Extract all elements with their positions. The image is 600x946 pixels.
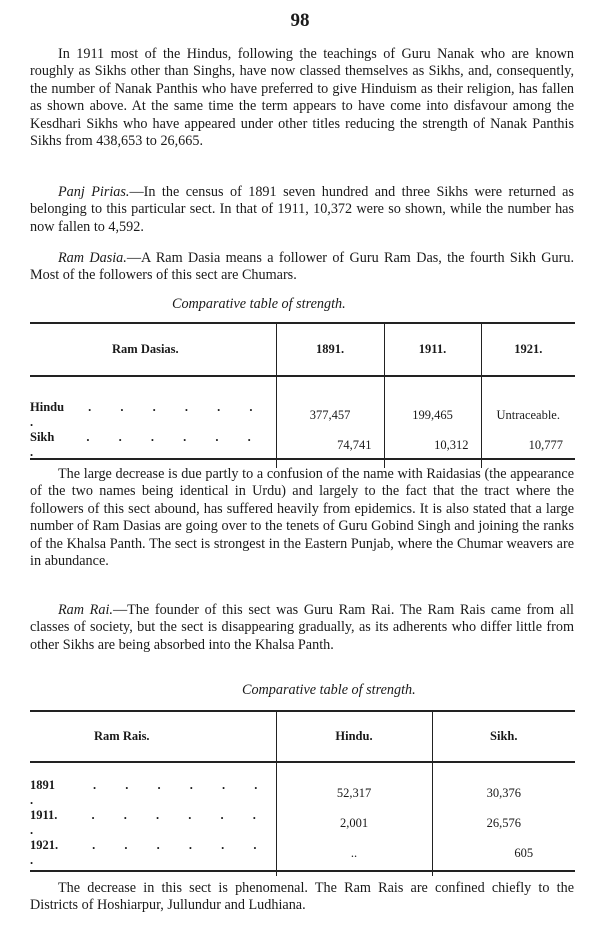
paragraph-decrease-reasons: The large decrease is due partly to a confusion of the name with Raidasias (the appearance of the two names being identical in Urdu) and largely to the fact that the tract where the followers of this sect abound, has suffered heavily from epidemics. It is also stated that a large number of Ram Dasias are going over to the tenets of Guru Gobind Singh and joining the ranks of the Khalsa Panth. The sect is strongest in the Eastern Punjab, where the Chumar weavers are in abundance. xyxy=(30,466,574,570)
table-row xyxy=(30,400,575,430)
section-heading-panj-pirias: Panj Pirias. xyxy=(58,184,130,200)
paragraph-ram-rai xyxy=(30,602,574,654)
section-heading-ram-rai: Ram Rai. xyxy=(58,602,113,618)
table1-caption: Comparative table of strength. xyxy=(172,296,346,312)
row-label: 1911. xyxy=(30,808,58,822)
row-label: 1891 xyxy=(30,778,55,792)
section-heading-ram-dasia: Ram Dasia. xyxy=(58,250,127,266)
table1-header-1891: 1891. xyxy=(276,324,384,376)
table-row xyxy=(30,778,575,808)
table1-header-1911: 1911. xyxy=(384,324,481,376)
leader-dots: . . . . . . . xyxy=(30,430,264,459)
table1-bottom-rule xyxy=(30,458,575,460)
cell-1891: 74,741 xyxy=(276,430,384,460)
cell-1911: 199,465 xyxy=(384,400,481,430)
row-label: Hindu xyxy=(30,400,65,414)
table-row xyxy=(30,808,575,838)
cell-sikh: 26,576 xyxy=(432,808,575,838)
leader-dots: . . . . . . . xyxy=(30,808,269,837)
table2-bottom-rule xyxy=(30,870,575,872)
paragraph-nanak-panthis: In 1911 most of the Hindus, following the teachings of Guru Nanak who are known roughly as Sikhs other than Singhs, have now classed themselves as Sikhs, and, consequently, the number of Nanak Panthis who have preferred to give Hinduism as their religion, has fallen as shown above. At the same time the term appears to have come into disfavour among the Kesdhari Sikhs who have appeared under other titles reducing the strength of Nanak Panthis Sikhs from 438,653 to 26,665. xyxy=(30,46,574,150)
row-label: Sikh xyxy=(30,430,55,444)
table-row xyxy=(30,838,575,868)
table1-header-1921: 1921. xyxy=(481,324,575,376)
cell-1911: 10,312 xyxy=(384,430,481,460)
table2-caption: Comparative table of strength. xyxy=(242,682,416,698)
cell-hindu: .. xyxy=(276,838,432,868)
cell-sikh: 30,376 xyxy=(432,778,575,808)
table-row xyxy=(30,430,575,460)
page-number: 98 xyxy=(290,10,310,31)
leader-dots: . . . . . . . xyxy=(30,778,271,807)
cell-hindu: 52,317 xyxy=(276,778,432,808)
cell-1891: 377,457 xyxy=(276,400,384,430)
paragraph-ram-rai-text: —The founder of this sect was Guru Ram Rai. The Ram Rais came from all classes of society, but the sect is disappearing gradually, as its adherents who differ little from other Sikhs are being absorbed into the Khalsa Panth. xyxy=(30,602,574,653)
table2-header-sikh: Sikh. xyxy=(432,712,575,762)
paragraph-ram-rais-decrease: The decrease in this sect is phenomenal. The Ram Rais are confined chiefly to the Districts of Hoshiarpur, Jullundur and Ludhiana. xyxy=(30,880,574,914)
leader-dots: . . . . . . . xyxy=(30,838,270,867)
cell-hindu: 2,001 xyxy=(276,808,432,838)
paragraph-panj-pirias-text: —In the census of 1891 seven hundred and three Sikhs were returned as belonging to this particular sect. In that of 1911, 10,372 were so shown, while the number has now fallen to 4,592. xyxy=(30,184,574,235)
ram-rais-table xyxy=(30,712,575,876)
table1-header-sect: Ram Dasias. xyxy=(30,324,276,376)
paragraph-ram-dasia-text: —A Ram Dasia means a follower of Guru Ram Das, the fourth Sikh Guru. Most of the followers of this sect are Chumars. xyxy=(30,250,574,284)
leader-dots: . . . . . . . xyxy=(30,400,266,429)
paragraph-panj-pirias xyxy=(30,184,574,236)
cell-sikh: 605 xyxy=(432,838,575,868)
cell-1921: Untraceable. xyxy=(481,400,575,430)
table2-header-hindu: Hindu. xyxy=(276,712,432,762)
row-label: 1921. xyxy=(30,838,59,852)
paragraph-ram-dasia xyxy=(30,250,574,285)
table2-header-sect: Ram Rais. xyxy=(30,712,276,762)
cell-1921: 10,777 xyxy=(481,430,575,460)
ram-dasias-table xyxy=(30,324,575,468)
